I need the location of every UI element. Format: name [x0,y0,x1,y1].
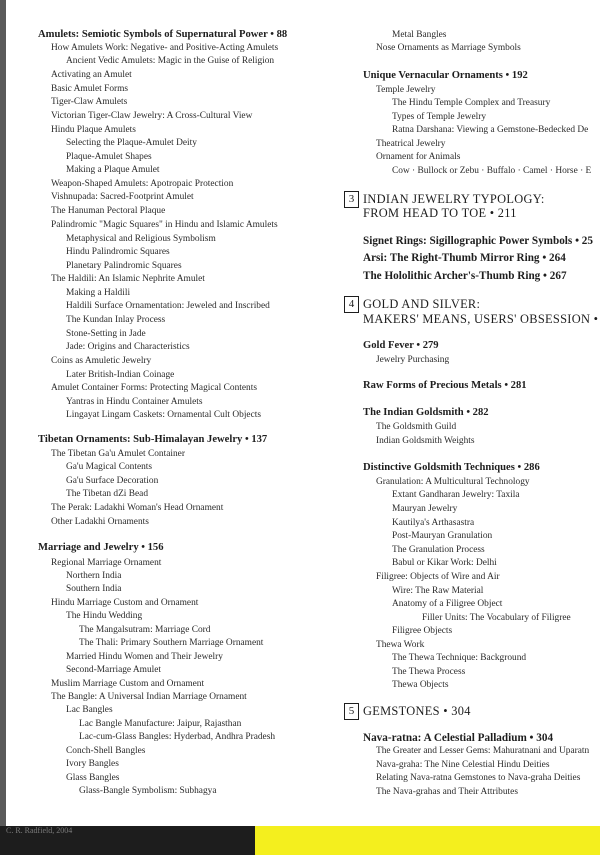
toc-entry: The Hindu Wedding [66,611,143,621]
section-heading: Signet Rings: Sigillographic Power Symbols • 25 [363,235,593,247]
chapter-title: GOLD AND SILVER: [363,297,481,311]
toc-entry: Babul or Kikar Work: Delhi [392,558,497,568]
toc-entry: Making a Plaque Amulet [66,165,160,175]
toc-entry: Northern India [66,571,122,581]
section-heading: Distinctive Goldsmith Techniques • 286 [363,462,540,473]
chapter-title: INDIAN JEWELRY TYPOLOGY: [363,192,545,206]
toc-entry: Jade: Origins and Characteristics [66,342,190,352]
toc-entry: Hindu Marriage Custom and Ornament [51,598,199,608]
toc-entry: The Thewa Technique: Background [392,653,527,663]
section-heading: Marriage and Jewelry • 156 [38,542,164,553]
toc-entry: How Amulets Work: Negative- and Positive-Acting Amulets [51,43,279,53]
section-heading: Gold Fever • 279 [363,340,439,351]
toc-entry: Lac-cum-Glass Bangles: Hyderbad, Andhra Pradesh [79,732,276,742]
chapter-title: GEMSTONES • 304 [363,704,471,718]
toc-entry: Filigree Objects [392,626,453,636]
toc-entry: The Tibetan Ga'u Amulet Container [51,449,185,459]
toc-entry: Metal Bangles [392,30,447,40]
section-heading: Nava-ratna: A Celestial Palladium • 304 [363,732,554,744]
toc-entry: Cow · Bullock or Zebu · Buffalo · Camel · Horse · E [392,166,592,176]
toc-entry: Mauryan Jewelry [392,504,458,514]
toc-entry: Nava-graha: The Nine Celestial Hindu Deities [376,760,550,770]
toc-entry: The Thali: Primary Southern Marriage Ornament [79,638,264,648]
toc-entry: The Haldili: An Islamic Nephrite Amulet [51,274,205,284]
toc-entry: The Mangalsutram: Marriage Cord [79,625,211,635]
toc-entry: Second-Marriage Amulet [66,665,162,675]
toc-entry: Anatomy of a Filigree Object [392,599,503,609]
toc-entry: The Granulation Process [392,545,485,555]
toc-entry: Jewelry Purchasing [376,355,450,365]
toc-entry: Kautilya's Arthasastra [392,518,475,528]
toc-entry: Post-Mauryan Granulation [392,531,493,541]
toc-entry: Haldili Surface Ornamentation: Jeweled and Inscribed [66,301,270,311]
toc-entry: The Thewa Process [392,667,466,677]
toc-entry: Glass-Bangle Symbolism: Subhagya [79,786,217,796]
toc-entry: Vishnupada: Sacred-Footprint Amulet [51,192,194,202]
toc-entry: Temple Jewelry [376,85,436,95]
toc-entry: Amulet Container Forms: Protecting Magical Contents [51,383,257,393]
toc-entry: Palindromic "Magic Squares" in Hindu and Islamic Amulets [51,220,278,230]
section-heading: Arsi: The Right-Thumb Mirror Ring • 264 [363,252,566,264]
toc-entry: Theatrical Jewelry [376,139,446,149]
section-heading: Tibetan Ornaments: Sub-Himalayan Jewelry • 137 [38,434,268,445]
toc-entry: Planetary Palindromic Squares [66,261,182,271]
toc-entry: Ivory Bangles [66,759,119,769]
bottom-edge-band [0,826,600,855]
toc-entry: Ornament for Animals [376,152,461,162]
section-heading: Raw Forms of Precious Metals • 281 [363,380,527,391]
toc-entry: Ga'u Magical Contents [66,462,153,472]
toc-entry: Yantras in Hindu Container Amulets [66,397,203,407]
toc-entry: Hindu Plaque Amulets [51,125,136,135]
toc-entry: The Tibetan dZi Bead [66,489,149,499]
toc-entry: Victorian Tiger-Claw Jewelry: A Cross-Cultural View [51,111,253,121]
toc-entry: Coins as Amuletic Jewelry [51,356,152,366]
toc-entry: Ancient Vedic Amulets: Magic in the Guise of Religion [66,56,275,66]
toc-entry: The Goldsmith Guild [376,422,457,432]
bottom-dark-band [0,826,255,855]
chapter-number-box: 3 [344,191,359,208]
toc-entry: Stone-Setting in Jade [66,329,146,339]
toc-entry: Thewa Work [376,640,425,650]
section-heading: The Indian Goldsmith • 282 [363,407,489,418]
toc-entry: Lingayat Lingam Caskets: Ornamental Cult Objects [66,410,262,420]
section-heading: The Hololithic Archer's-Thumb Ring • 267 [363,270,567,282]
toc-entry: Basic Amulet Forms [51,84,129,94]
toc-entry: Types of Temple Jewelry [392,112,487,122]
toc-entry: Weapon-Shaped Amulets: Apotropaic Protection [51,179,234,189]
toc-entry: The Hindu Temple Complex and Treasury [392,98,551,108]
toc-entry: Lac Bangle Manufacture: Jaipur, Rajasthan [79,719,242,729]
toc-entry: Wire: The Raw Material [392,586,484,596]
toc-entry: Regional Marriage Ornament [51,558,162,568]
toc-entry: The Perak: Ladakhi Woman's Head Ornament [51,503,224,513]
toc-entry: Lac Bangles [66,705,113,715]
toc-entry: Married Hindu Women and Their Jewelry [66,652,223,662]
toc-entry: Ratna Darshana: Viewing a Gemstone-Bedecked De [392,125,589,135]
toc-entry: Extant Gandharan Jewelry: Taxila [392,490,520,500]
toc-entry: Relating Nava-ratna Gemstones to Nava-graha Deities [376,773,581,783]
toc-entry: Metaphysical and Religious Symbolism [66,234,216,244]
chapter-title: FROM HEAD TO TOE • 211 [363,206,517,220]
toc-entry: The Greater and Lesser Gems: Mahuratnani and Uparatn [376,746,590,756]
section-heading: Unique Vernacular Ornaments • 192 [363,70,528,81]
toc-entry: Plaque-Amulet Shapes [66,152,152,162]
toc-entry: Ga'u Surface Decoration [66,476,159,486]
left-edge-shadow [0,0,6,855]
chapter-number-box: 4 [344,296,359,313]
toc-entry: Southern India [66,584,122,594]
chapter-number-box: 5 [344,703,359,720]
chapter-title: MAKERS' MEANS, USERS' OBSESSION • [363,312,599,326]
footer-text: C. R. Radfield, 2004 [6,826,73,835]
toc-entry: The Bangle: A Universal Indian Marriage Ornament [51,692,247,702]
toc-entry: Filler Units: The Vocabulary of Filigree [422,613,571,623]
toc-entry: Thewa Objects [392,680,449,690]
toc-entry: Filigree: Objects of Wire and Air [376,572,500,582]
toc-entry: Conch-Shell Bangles [66,746,146,756]
toc-entry: Tiger-Claw Amulets [51,97,128,107]
toc-entry: Hindu Palindromic Squares [66,247,170,257]
toc-entry: Nose Ornaments as Marriage Symbols [376,43,521,53]
toc-entry: Later British-Indian Coinage [66,370,175,380]
toc-entry: The Nava-grahas and Their Attributes [376,787,518,797]
toc-entry: Selecting the Plaque-Amulet Deity [66,138,197,148]
toc-entry: Indian Goldsmith Weights [376,436,475,446]
toc-entry: Glass Bangles [66,773,120,783]
toc-entry: Muslim Marriage Custom and Ornament [51,679,205,689]
toc-entry: The Hanuman Pectoral Plaque [51,206,166,216]
toc-entry: The Kundan Inlay Process [66,315,166,325]
toc-entry: Other Ladakhi Ornaments [51,517,149,527]
section-heading: Amulets: Semiotic Symbols of Supernatural Power • 88 [38,29,288,40]
toc-entry: Activating an Amulet [51,70,132,80]
toc-entry: Making a Haldili [66,288,131,298]
toc-entry: Granulation: A Multicultural Technology [376,477,530,487]
